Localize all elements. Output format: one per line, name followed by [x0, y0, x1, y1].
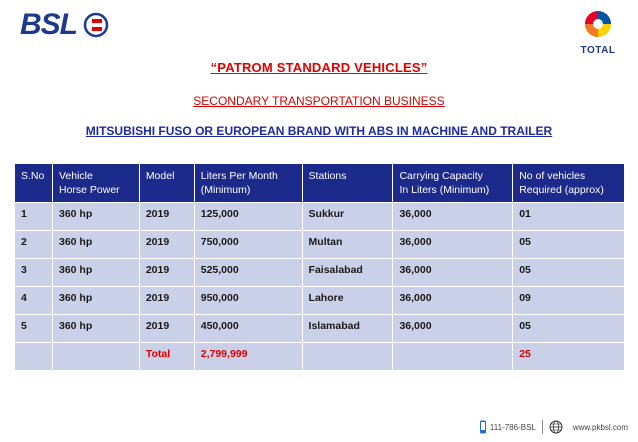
bsl-logo-mark-icon	[83, 12, 109, 38]
bsl-logo	[20, 10, 109, 40]
cell-vehicles: 05	[513, 231, 625, 259]
header-vehicles-required: No of vehicles Required (approx)	[513, 164, 625, 203]
cell-model: 2019	[139, 231, 194, 259]
page-title: “PATROM STANDARD VEHICLES”	[210, 60, 428, 75]
cell-s-no: 4	[15, 287, 53, 315]
table-header-row	[15, 164, 625, 203]
cell-capacity: 36,000	[393, 259, 513, 287]
cell-liters: 525,000	[194, 259, 302, 287]
table-row	[15, 315, 625, 343]
globe-icon	[549, 420, 563, 434]
cell-vehicles: 01	[513, 203, 625, 231]
cell-liters: 125,000	[194, 203, 302, 231]
cell-horse-power: 360 hp	[52, 203, 139, 231]
cell-empty	[302, 343, 393, 371]
total-logo-icon	[576, 4, 620, 42]
cell-s-no: 5	[15, 315, 53, 343]
cell-capacity: 36,000	[393, 315, 513, 343]
table-row	[15, 259, 625, 287]
footer	[479, 420, 628, 434]
header-s-no: S.No	[15, 164, 53, 203]
phone-icon	[479, 420, 487, 434]
cell-horse-power: 360 hp	[52, 315, 139, 343]
footer-divider	[542, 420, 543, 434]
cell-model: 2019	[139, 315, 194, 343]
cell-horse-power: 360 hp	[52, 287, 139, 315]
cell-station: Lahore	[302, 287, 393, 315]
header-model: Model	[139, 164, 194, 203]
cell-horse-power: 360 hp	[52, 259, 139, 287]
cell-s-no: 3	[15, 259, 53, 287]
cell-total-liters: 2,799,999	[194, 343, 302, 371]
total-logo	[568, 4, 628, 56]
cell-empty	[52, 343, 139, 371]
cell-model: 2019	[139, 287, 194, 315]
cell-vehicles: 05	[513, 315, 625, 343]
cell-empty	[15, 343, 53, 371]
header-liters-per-month: Liters Per Month (Minimum)	[194, 164, 302, 203]
cell-model: 2019	[139, 203, 194, 231]
total-logo-text: TOTAL	[580, 45, 616, 56]
cell-total-vehicles: 25	[513, 343, 625, 371]
cell-model: 2019	[139, 259, 194, 287]
cell-vehicles: 05	[513, 259, 625, 287]
cell-s-no: 2	[15, 231, 53, 259]
cell-capacity: 36,000	[393, 287, 513, 315]
page-subtitle: SECONDARY TRANSPORTATION BUSINESS	[193, 94, 445, 108]
cell-liters: 950,000	[194, 287, 302, 315]
table-row	[15, 287, 625, 315]
table-row	[15, 203, 625, 231]
cell-liters: 450,000	[194, 315, 302, 343]
cell-total-label: Total	[139, 343, 194, 371]
cell-empty	[393, 343, 513, 371]
footer-website[interactable]: www.pkbsl.com	[572, 422, 628, 432]
cell-station: Faisalabad	[302, 259, 393, 287]
header-stations: Stations	[302, 164, 393, 203]
cell-liters: 750,000	[194, 231, 302, 259]
cell-station: Multan	[302, 231, 393, 259]
table-total-row	[15, 343, 625, 371]
bsl-logo-text: BSL	[20, 8, 77, 41]
footer-phone: 111-786-BSL	[489, 422, 536, 432]
cell-s-no: 1	[15, 203, 53, 231]
header-carrying-capacity: Carrying Capacity In Liters (Minimum)	[393, 164, 513, 203]
cell-vehicles: 09	[513, 287, 625, 315]
vehicles-table	[14, 163, 625, 371]
vehicle-requirement-subtitle: MITSUBISHI FUSO OR EUROPEAN BRAND WITH ABS IN MACHINE AND TRAILER	[85, 124, 553, 138]
cell-horse-power: 360 hp	[52, 231, 139, 259]
cell-station: Sukkur	[302, 203, 393, 231]
header-vehicle-horse-power: Vehicle Horse Power	[52, 164, 139, 203]
cell-capacity: 36,000	[393, 203, 513, 231]
cell-station: Islamabad	[302, 315, 393, 343]
cell-capacity: 36,000	[393, 231, 513, 259]
table-row	[15, 231, 625, 259]
